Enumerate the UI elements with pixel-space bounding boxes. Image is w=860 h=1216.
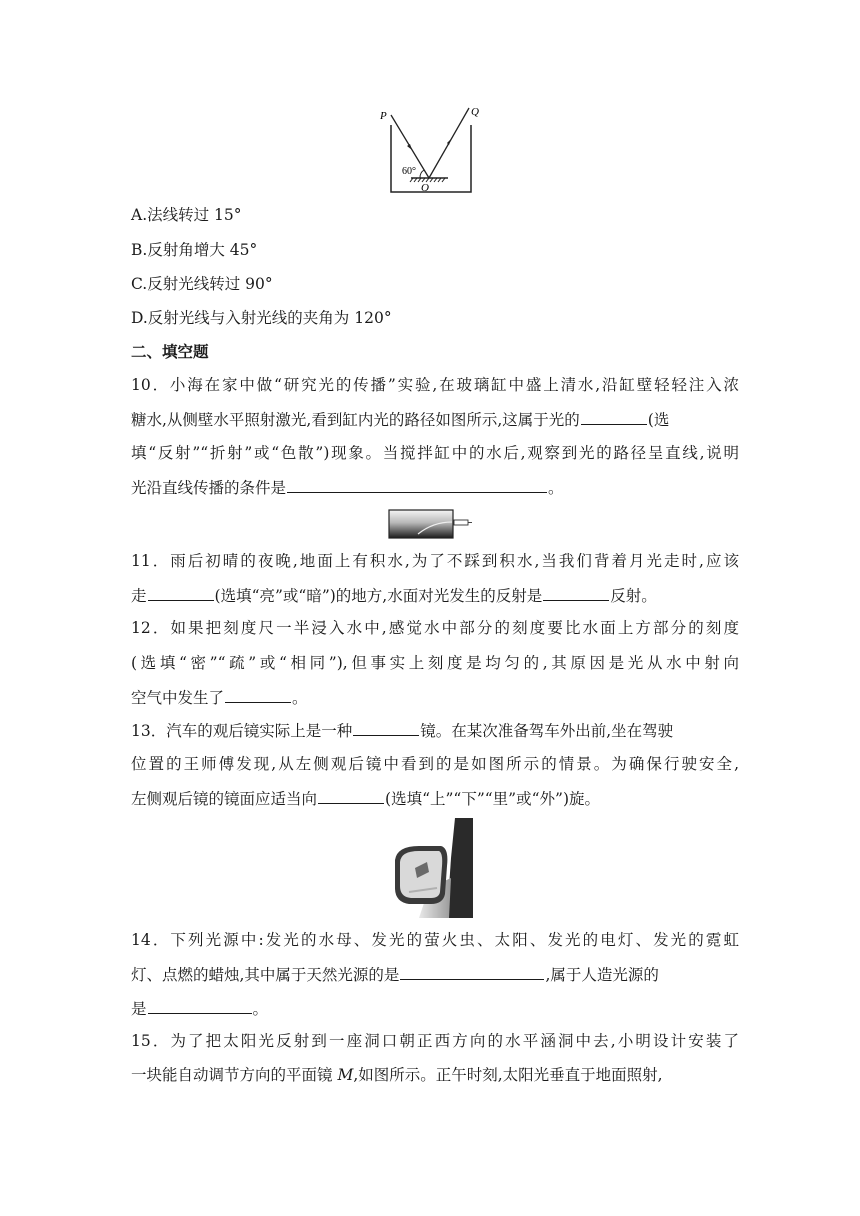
q12-line2: (选填“密”“疏”或“相同”),但事实上刻度是均匀的,其原因是光从水中射向 (131, 654, 739, 672)
q13-blank2[interactable] (318, 788, 384, 804)
angle-arc (420, 170, 424, 178)
option-c: C.反射光线转过 90° (131, 275, 273, 293)
label-o: O (421, 182, 429, 194)
q13-line2: 位置的王师傅发现,从左侧观后镜中看到的是如图所示的情景。为确保行驶安全, (131, 755, 739, 773)
option-b: B.反射角增大 45° (131, 241, 258, 259)
tank-body (389, 510, 453, 538)
q15-line2: 一块能自动调节方向的平面镜 M,如图所示。正午时刻,太阳光垂直于地面照射, (131, 1066, 663, 1084)
reflection-figure (376, 100, 488, 195)
label-p: P (380, 110, 387, 122)
laser-device (454, 520, 468, 525)
q14-line1: 14．下列光源中:发光的水母、发光的萤火虫、太阳、发光的电灯、发光的霓虹 (131, 931, 739, 949)
q13-blank1[interactable] (353, 720, 419, 736)
q11-line1: 11．雨后初晴的夜晚,地面上有积水,为了不踩到积水,当我们背着月光走时,应该 (131, 552, 739, 570)
tank-figure (388, 508, 474, 540)
mirror-label-m: M (337, 1066, 354, 1084)
q14-line2: 灯、点燃的蜡烛,其中属于天然光源的是 ,属于人造光源的 (131, 966, 659, 984)
section-title: 二、填空题 (131, 342, 209, 361)
q13-line3: 左侧观后镜的镜面应适当向 (选填“上”“下”“里”或“外”)旋。 (131, 790, 601, 808)
label-angle: 60° (402, 166, 416, 177)
q14-blank1[interactable] (400, 964, 544, 980)
q12-line3: 空气中发生了 。 (131, 689, 308, 707)
reflected-arrow (447, 139, 451, 145)
q15-line1: 15．为了把太阳光反射到一座洞口朝正西方向的水平涵洞中去,小明设计安装了 (131, 1032, 739, 1050)
q10-line4: 光沿直线传播的条件是 。 (131, 479, 564, 497)
q10-line2: 糖水,从侧壁水平照射激光,看到缸内光的路径如图所示,这属于光的 (选 (131, 411, 670, 429)
q11-line2: 走 (选填“亮”或“暗”)的地方,水面对光发生的反射是 反射。 (131, 587, 657, 605)
q10-blank2[interactable] (287, 477, 547, 493)
side-mirror-photo (389, 818, 473, 918)
q11-blank2[interactable] (543, 585, 609, 601)
q10-blank1[interactable] (581, 409, 647, 425)
q12-line1: 12．如果把刻度尺一半浸入水中,感觉水中部分的刻度要比水面上方部分的刻度 (131, 619, 739, 637)
q13-line1: 13．汽车的观后镜实际上是一种 镜。在某次准备驾车外出前,坐在驾驶 (131, 722, 674, 740)
q14-blank2[interactable] (148, 998, 252, 1014)
label-q: Q (471, 106, 479, 118)
option-d: D.反射光线与入射光线的夹角为 120° (131, 309, 392, 327)
q10-line3: 填“反射”“折射”或“色散”)现象。当搅拌缸中的水后,观察到光的路径呈直线,说明 (131, 444, 739, 462)
q14-line3: 是 。 (131, 1000, 269, 1018)
q11-blank1[interactable] (148, 585, 214, 601)
q10-line1: 10．小海在家中做“研究光的传播”实验,在玻璃缸中盛上清水,沿缸壁轻轻注入浓 (131, 376, 739, 394)
option-a: A.法线转过 15° (131, 206, 242, 224)
q12-blank1[interactable] (225, 687, 291, 703)
incident-arrow (407, 144, 412, 150)
